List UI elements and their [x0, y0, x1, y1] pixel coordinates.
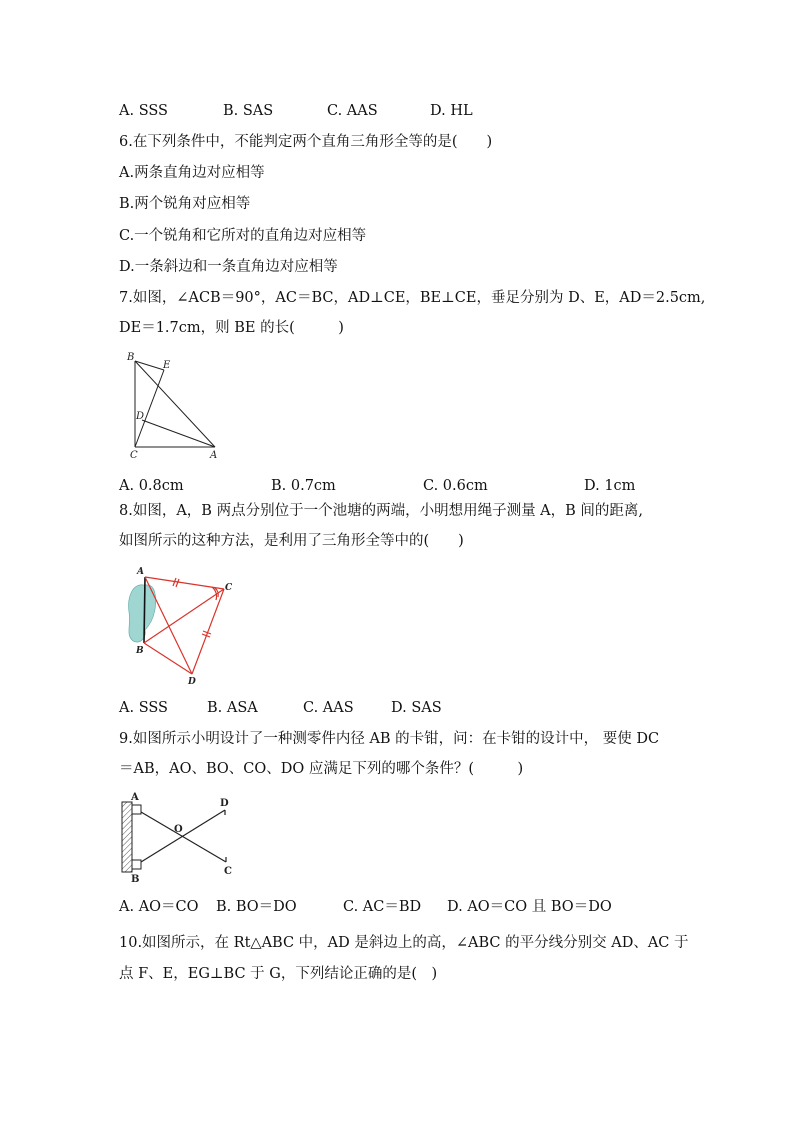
- q8-stem-line2: 如图所示的这种方法，是利用了三角形全等中的( ): [119, 533, 464, 549]
- q7-segment-ad: [142, 420, 215, 447]
- q8-segment-ab: [144, 577, 145, 643]
- q8-option-a: A. SSS: [119, 700, 168, 716]
- q7-option-a: A. 0.8cm: [119, 478, 184, 494]
- q9-option-a: A. AO＝CO: [119, 899, 199, 915]
- q9-label-a: A: [131, 792, 139, 803]
- q7-option-b: B. 0.7cm: [271, 478, 336, 494]
- q9-stem-line2: ＝AB，AO、BO、CO、DO 应满足下列的哪个条件？( ): [119, 761, 524, 777]
- q8-label-c: C: [225, 583, 233, 593]
- q8-option-d: D. SAS: [391, 700, 442, 716]
- q7-stem-line2: DE＝1.7cm，则 BE 的长( ): [119, 320, 344, 336]
- q9-label-d: D: [220, 798, 229, 809]
- q6-option-c: C.一个锐角和它所对的直角边对应相等: [119, 228, 367, 244]
- q9-stem-line1: 9.如图所示小明设计了一种测零件内径 AB 的卡钳，问：在卡钳的设计中， 要使 DC: [119, 731, 660, 747]
- q5-option-b: B. SAS: [223, 103, 274, 119]
- q5-option-c: C. AAS: [327, 103, 378, 119]
- q7-segment-ba: [135, 361, 215, 447]
- q9-figure: [118, 788, 248, 888]
- q7-option-c: C. 0.6cm: [423, 478, 488, 494]
- q8-pond: [129, 585, 156, 642]
- q7-stem-line1: 7.如图，∠ACB＝90°，AC＝BC，AD⊥CE，BE⊥CE，垂足分别为 D、E，AD＝2.5cm,: [119, 290, 706, 306]
- q7-label-c: C: [130, 450, 138, 461]
- q9-option-c: C. AC＝BD: [343, 899, 422, 915]
- q7-label-e: E: [163, 360, 171, 371]
- q8-segment-cd: [192, 589, 224, 674]
- q9-wall: [122, 802, 132, 872]
- q7-option-d: D. 1cm: [584, 478, 636, 494]
- q9-option-b: B. BO＝DO: [216, 899, 297, 915]
- q6-option-b: B.两个锐角对应相等: [119, 196, 251, 212]
- q5-option-d: D. HL: [430, 103, 473, 119]
- q7-segment-ce: [135, 370, 164, 447]
- q8-stem-line1: 8.如图，A，B 两点分别位于一个池塘的两端，小明想用绳子测量 A，B 间的距离,: [119, 503, 644, 519]
- q8-figure: [118, 560, 248, 690]
- q9-label-b: B: [131, 874, 140, 885]
- q8-label-d: D: [188, 677, 196, 687]
- q5-option-a: A. SSS: [119, 103, 168, 119]
- q7-label-d: D: [136, 411, 145, 422]
- q6-option-a: A.两条直角边对应相等: [119, 165, 265, 181]
- q9-label-o: O: [174, 824, 183, 835]
- q8-option-b: B. ASA: [207, 700, 258, 716]
- q8-tick-ac-2: [176, 579, 179, 587]
- q6-option-d: D.一条斜边和一条直角边对应相等: [119, 259, 338, 275]
- q9-jaw-b: [132, 860, 141, 869]
- q10-stem-line2: 点 F、E，EG⊥BC 于 G，下列结论正确的是( ): [119, 966, 438, 982]
- q7-label-b: B: [127, 352, 135, 363]
- q8-option-c: C. AAS: [303, 700, 354, 716]
- q8-segment-bc: [144, 589, 224, 643]
- q7-figure: [118, 348, 228, 463]
- q9-option-d: D. AO＝CO 且 BO＝DO: [447, 899, 612, 915]
- q8-label-a: A: [137, 567, 144, 577]
- q9-jaw-a: [132, 805, 141, 814]
- q7-label-a: A: [210, 450, 218, 461]
- q8-label-b: B: [136, 646, 144, 656]
- q9-label-c: C: [224, 866, 232, 877]
- q6-stem: 6.在下列条件中，不能判定两个直角三角形全等的是( ): [119, 134, 493, 150]
- q10-stem-line1: 10.如图所示，在 Rt△ABC 中，AD 是斜边上的高，∠ABC 的平分线分别交 AD、AC 于: [119, 935, 689, 951]
